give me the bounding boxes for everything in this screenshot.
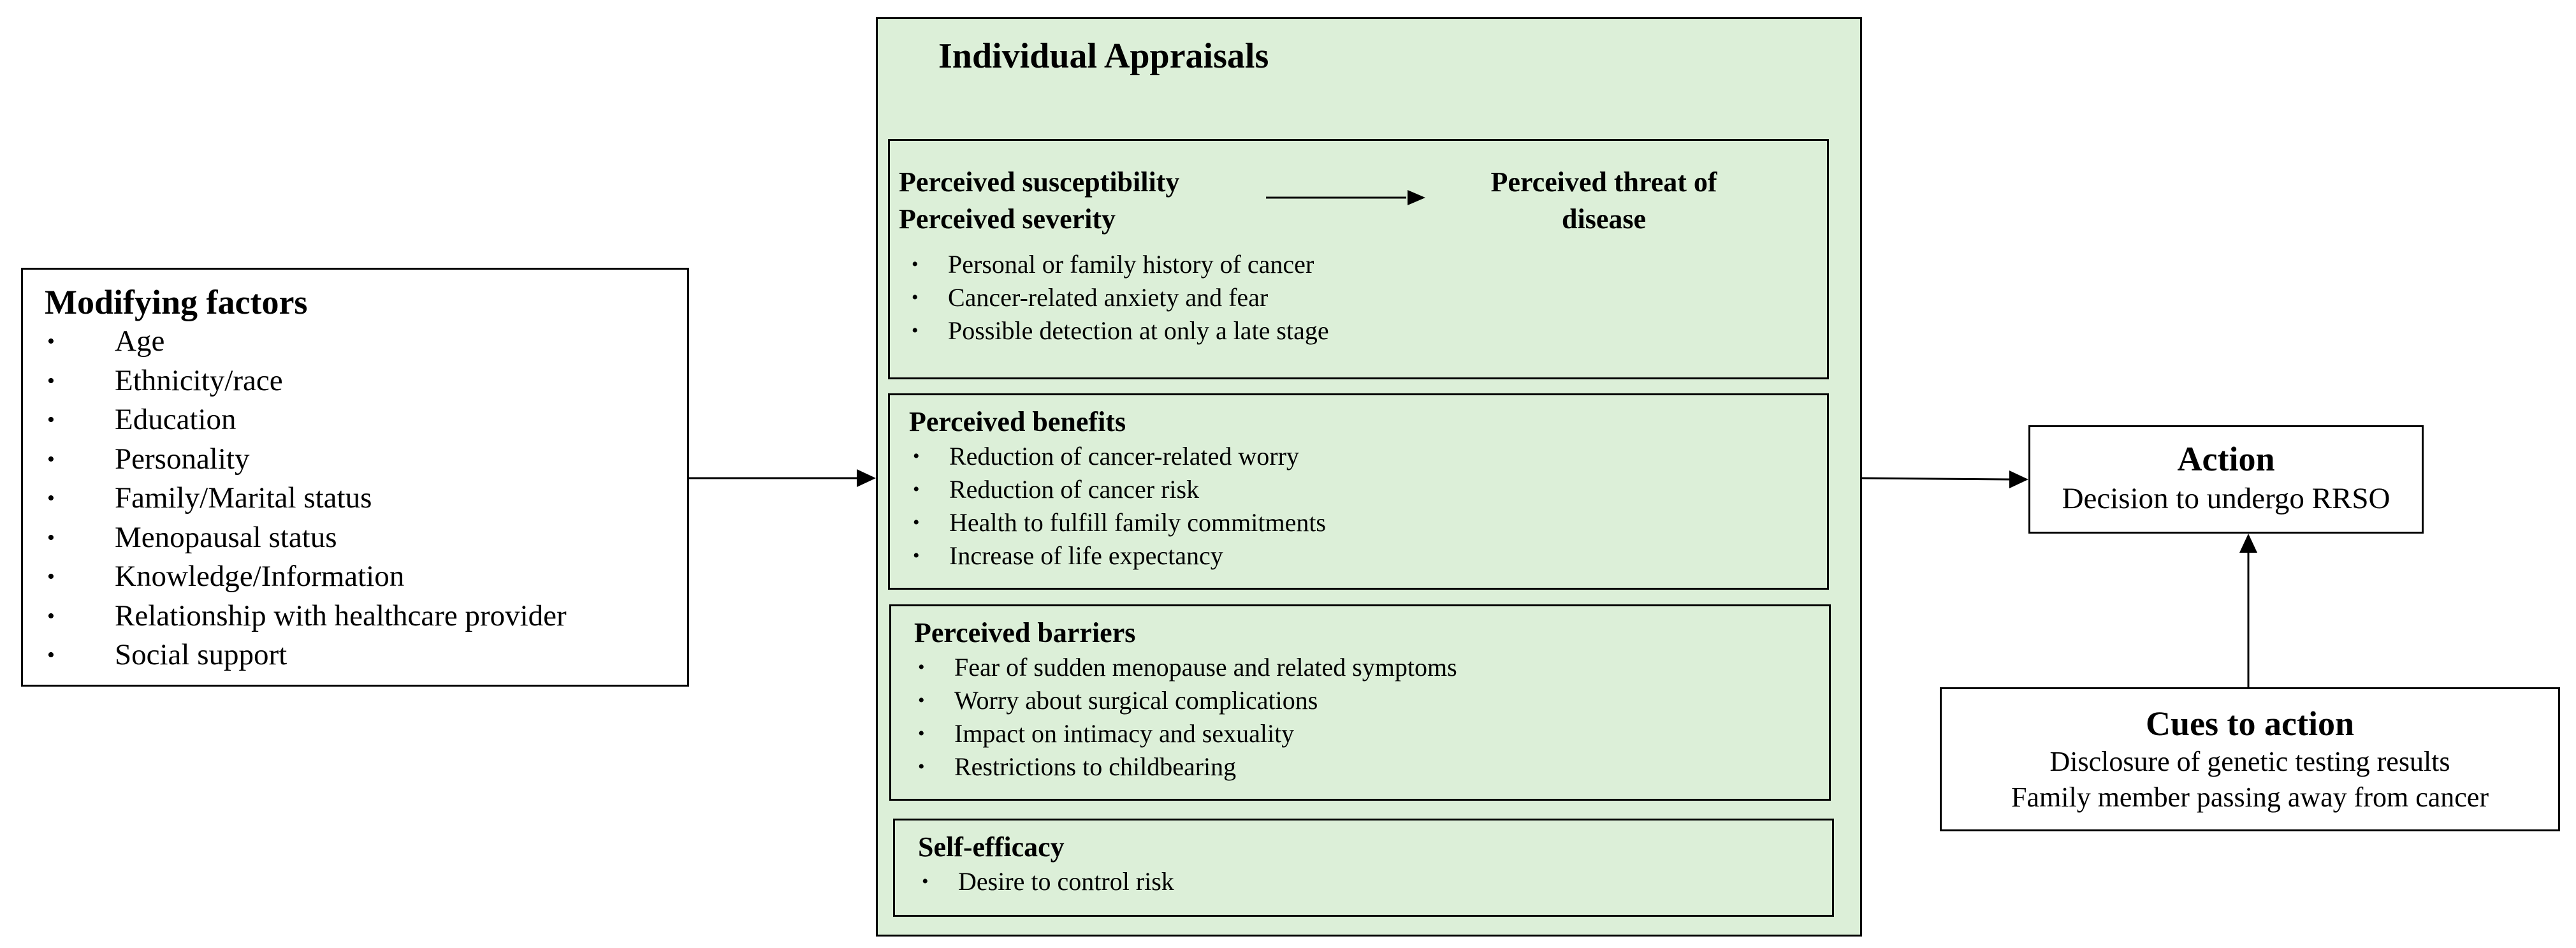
list-item: • Family/Marital status: [45, 479, 687, 518]
cues-to-action-title: Cues to action: [2146, 704, 2354, 743]
list-item: • Knowledge/Information: [45, 557, 687, 597]
list-item: • Menopausal status: [45, 518, 687, 558]
individual-appraisals-title: Individual Appraisals: [938, 36, 1269, 76]
list-item: • Possible detection at only a late stage: [908, 314, 1329, 347]
perceived-threat-box: [888, 139, 1829, 379]
list-item: • Fear of sudden menopause and related symptoms: [914, 651, 1829, 684]
threat-arrow: [1266, 188, 1425, 207]
modifying-factors-box: [21, 268, 689, 687]
self-efficacy-heading: Self-efficacy: [918, 831, 1065, 863]
perceived-benefits-heading: Perceived benefits: [909, 406, 1126, 437]
list-item: • Cancer-related anxiety and fear: [908, 281, 1329, 314]
self-efficacy-box: [893, 819, 1834, 917]
threat-list: [908, 248, 1329, 347]
perceived-susceptibility-heading: Perceived susceptibility: [899, 166, 1180, 198]
cues-line-1: Disclosure of genetic testing results: [2049, 746, 2450, 777]
list-item: • Impact on intimacy and sexuality: [914, 717, 1829, 750]
benefits-list: [909, 440, 1827, 572]
cues-to-action-box: [1940, 687, 2560, 831]
perceived-threat-line2: disease: [1562, 203, 1646, 235]
list-item: • Desire to control risk: [918, 865, 1832, 898]
perceived-threat-line1: Perceived threat of: [1490, 166, 1717, 198]
threat-left-headings: [899, 164, 1179, 238]
perceived-severity-heading: Perceived severity: [899, 203, 1116, 235]
list-item: • Personality: [45, 440, 687, 479]
perceived-benefits-box: [888, 393, 1829, 590]
action-box: [2028, 425, 2424, 534]
perceived-barriers-box: [889, 604, 1831, 801]
list-item: • Reduction of cancer-related worry: [909, 440, 1827, 473]
self-efficacy-list: [918, 865, 1832, 898]
modifying-factors-list: [45, 322, 687, 675]
action-detail: Decision to undergo RRSO: [2062, 482, 2390, 515]
list-item: • Relationship with healthcare provider: [45, 597, 687, 636]
list-item: • Ethnicity/race: [45, 361, 687, 401]
list-item: • Personal or family history of cancer: [908, 248, 1329, 281]
list-item: • Health to fulfill family commitments: [909, 506, 1827, 539]
perceived-threat-heading: [1464, 164, 1744, 238]
list-item: • Social support: [45, 636, 687, 675]
modifying-factors-title: Modifying factors: [45, 283, 308, 321]
action-title: Action: [2177, 440, 2275, 478]
arrow-appraisals-to-action: [1862, 470, 2028, 488]
cues-line-2: Family member passing away from cancer: [2011, 782, 2489, 813]
list-item: • Increase of life expectancy: [909, 539, 1827, 572]
list-item: • Education: [45, 400, 687, 440]
barriers-list: [914, 651, 1829, 784]
list-item: • Reduction of cancer risk: [909, 473, 1827, 506]
list-item: • Restrictions to childbearing: [914, 750, 1829, 784]
individual-appraisals-box: [876, 17, 1862, 937]
perceived-barriers-heading: Perceived barriers: [914, 617, 1136, 648]
list-item: • Worry about surgical complications: [914, 684, 1829, 717]
arrow-cues-to-action: [2239, 534, 2257, 687]
list-item: • Age: [45, 322, 687, 361]
arrow-modifying-to-appraisals: [689, 469, 876, 487]
